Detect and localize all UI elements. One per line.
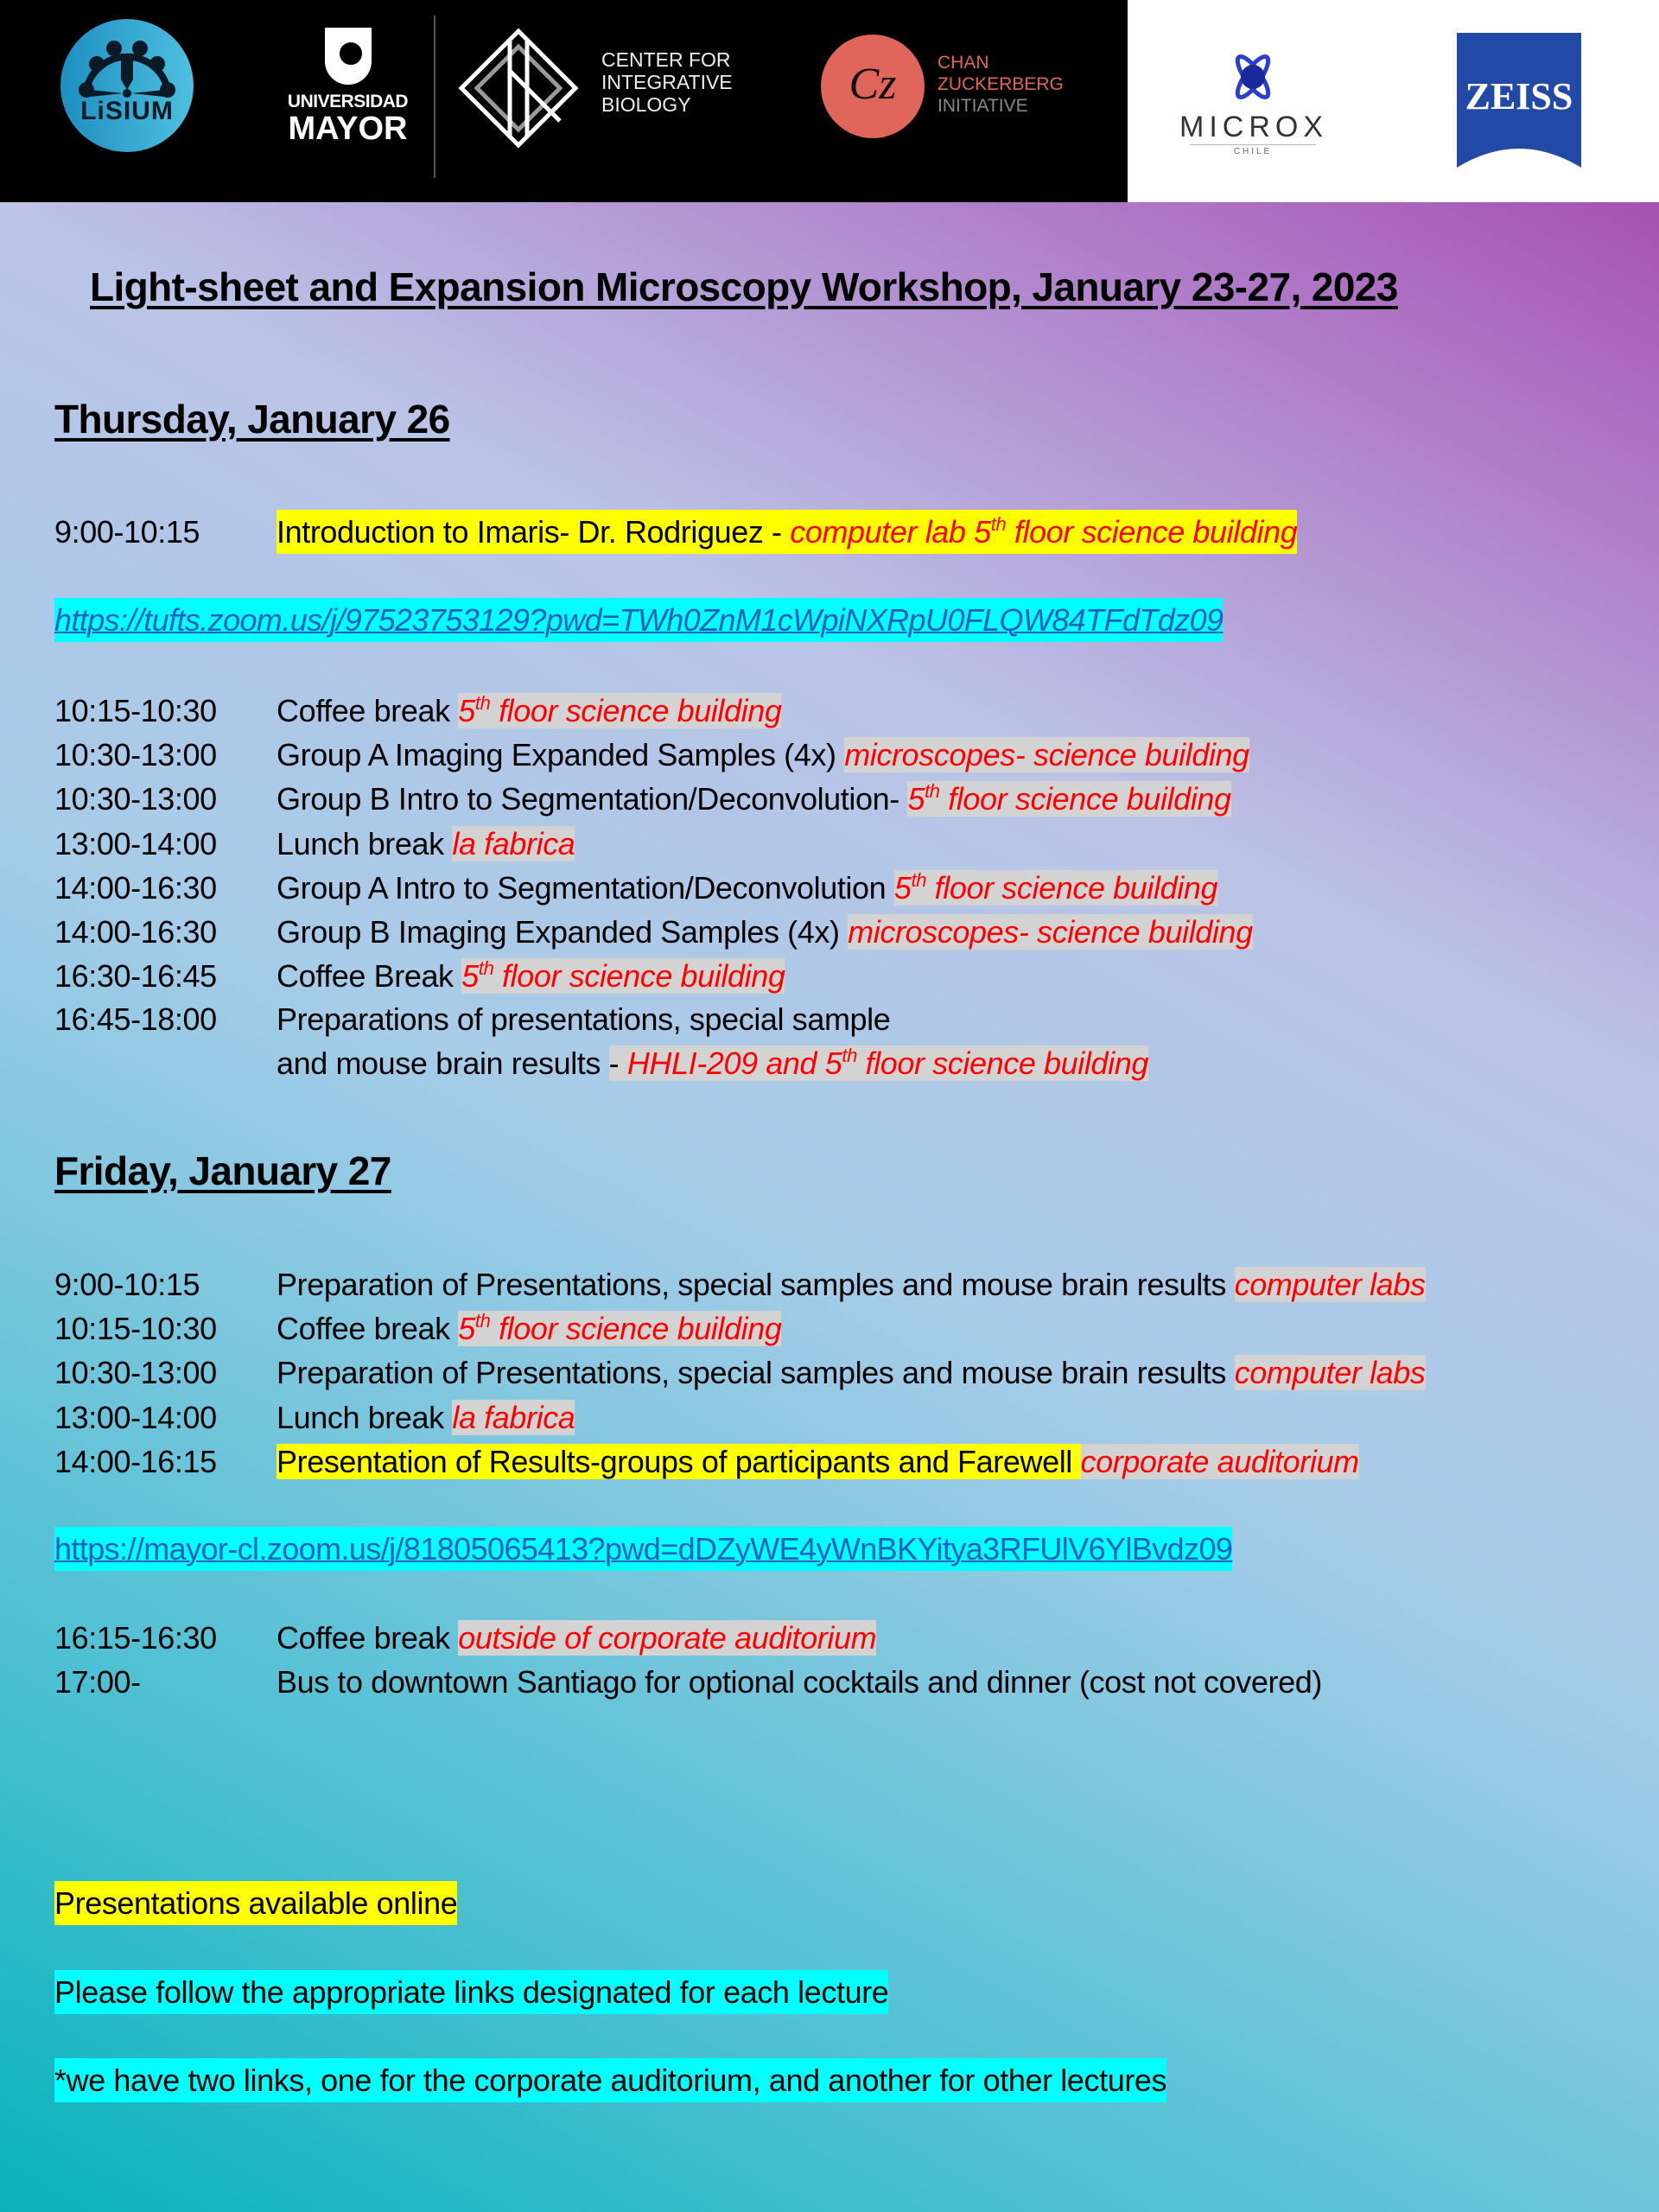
location-part: 5: [907, 781, 925, 817]
schedule-time: 14:00-16:30: [54, 914, 217, 950]
schedule-description: [276, 1041, 1148, 1085]
day-heading-friday: Friday, January 27: [54, 1148, 391, 1193]
description-text: Presentation of Results-groups of participants and Farewell: [276, 1443, 1081, 1479]
location-highlight: [609, 1046, 1148, 1081]
description-text: Coffee break: [276, 693, 459, 728]
schedule-time: 13:00-14:00: [54, 1399, 217, 1435]
schedule-description: [276, 1440, 1359, 1484]
location-part: floor science building: [1006, 514, 1298, 550]
location-part: floor science building: [939, 781, 1231, 817]
schedule-time: 10:15-10:30: [54, 693, 217, 728]
location-text: [461, 958, 785, 994]
location-text: [458, 693, 781, 728]
location-part: 5: [893, 869, 912, 906]
lisium-wordmark: LiSIUM: [80, 97, 174, 125]
atom-icon: [1228, 50, 1278, 104]
location-part: computer lab 5: [790, 514, 991, 550]
umayor-line2: MAYOR: [288, 111, 408, 147]
shield-icon: [325, 28, 372, 85]
location-text: computer labs: [1234, 1267, 1426, 1302]
cib-line: INTEGRATIVE: [601, 71, 733, 93]
schedule-description: [276, 866, 1217, 910]
czi-mark-text: Cz: [849, 60, 897, 109]
schedule-time: 14:00-16:30: [54, 869, 217, 906]
czi-logo-mark: [821, 35, 925, 138]
description-text: Coffee Break: [276, 958, 462, 995]
description-text: Preparation of Presentations, special samples and mouse brain results: [276, 1267, 1235, 1302]
schedule-description: [276, 1660, 1322, 1704]
schedule-time: 16:45-18:00: [54, 1001, 217, 1037]
location-text: [458, 1311, 781, 1346]
location-part: floor science building: [490, 693, 782, 728]
schedule-time: 10:30-13:00: [54, 737, 217, 773]
location-part: floor science building: [493, 958, 785, 995]
description-text: Group A Intro to Segmentation/Deconvolution: [276, 869, 894, 906]
location-part: microscopes- science building: [844, 737, 1249, 773]
logo-banner: [0, 0, 1659, 202]
schedule-time: 13:00-14:00: [54, 825, 217, 861]
cib-wordmark: [601, 48, 733, 116]
location-text: [894, 870, 1217, 906]
schedule-time: 10:30-13:00: [54, 781, 217, 817]
czi-line: CHAN: [938, 53, 989, 73]
location-part: HHLI-209 and 5: [626, 1046, 842, 1081]
cib-line: BIOLOGY: [601, 93, 691, 116]
schedule-description: [276, 1351, 1426, 1395]
zoom-link-tufts[interactable]: https://tufts.zoom.us/j/97523753129?pwd=TWh0ZnM1cWpiNXRpU0FLQW84TFdTdz09: [54, 598, 1223, 642]
czi-line: INITIATIVE: [938, 96, 1028, 116]
schedule-description: [276, 910, 1253, 954]
czi-line: ZUCKERBERG: [938, 74, 1064, 94]
lisium-logo: [60, 19, 194, 152]
location-text: corporate auditorium: [1080, 1443, 1359, 1479]
schedule-description: [276, 822, 575, 866]
location-text: [907, 781, 1230, 817]
location-text: la fabrica: [452, 1399, 575, 1435]
description-text: Bus to downtown Santiago for optional cocktails and dinner (cost not covered): [276, 1664, 1322, 1700]
schedule-time: 10:15-10:30: [54, 1311, 217, 1347]
location-dash: -: [608, 1046, 627, 1081]
schedule-description: [276, 1616, 876, 1660]
description-text: Lunch break: [276, 1399, 453, 1435]
location-part: 5: [458, 1311, 475, 1347]
description-text: Lunch break: [276, 825, 453, 861]
schedule-description: [276, 777, 1231, 821]
schedule-time: 10:30-13:00: [54, 1355, 217, 1391]
schedule-time: 16:15-16:30: [54, 1620, 217, 1656]
location-text: [627, 1046, 1148, 1081]
umayor-line1: UNIVERSIDAD: [287, 92, 409, 111]
schedule-description: [276, 733, 1249, 777]
location-part: 5: [458, 693, 475, 728]
location-text: [848, 914, 1253, 950]
description-text: Introduction to Imaris- Dr. Rodriguez -: [276, 514, 791, 550]
description-text: Coffee break: [276, 1311, 459, 1347]
schedule-description: [276, 510, 1297, 554]
universidad-mayor-logo: [285, 28, 410, 157]
schedule-description: [276, 1306, 781, 1351]
location-superscript: th: [474, 692, 491, 714]
location-text: [452, 826, 575, 861]
location-superscript: th: [990, 513, 1007, 535]
location-text: [790, 514, 1297, 550]
schedule-time: 16:30-16:45: [54, 958, 217, 995]
location-superscript: th: [925, 780, 940, 803]
schedule-description: [276, 689, 781, 733]
description-text: Preparation of Presentations, special samples and mouse brain results: [276, 1355, 1235, 1391]
location-text: computer labs: [1234, 1355, 1426, 1391]
microscope-icon: [60, 19, 194, 152]
location-superscript: th: [842, 1045, 857, 1066]
cib-diamond-icon: [458, 28, 579, 149]
location-part: microscopes- science building: [848, 914, 1253, 950]
page-title: Light-sheet and Expansion Microscopy Workshop, January 23-27, 2023: [90, 264, 1398, 309]
schedule-time: 14:00-16:15: [54, 1443, 217, 1479]
schedule-description: [276, 1262, 1426, 1306]
description-text: and mouse brain results: [276, 1046, 609, 1081]
location-text: [844, 737, 1249, 772]
description-text: Group A Imaging Expanded Samples (4x): [276, 737, 845, 773]
description-text: Group B Imaging Expanded Samples (4x): [276, 914, 849, 950]
location-part: floor science building: [490, 1311, 782, 1347]
zoom-link-mayor[interactable]: https://mayor-cl.zoom.us/j/81805065413?pwd=dDZyWE4yWnBKYitya3RFUlV6YlBvdz09: [54, 1527, 1232, 1571]
location-part: floor science building: [926, 869, 1218, 906]
czi-wordmark: [938, 52, 1064, 117]
schedule-time: 9:00-10:15: [54, 514, 200, 550]
microx-wordmark: MICROX: [1179, 111, 1328, 143]
description-text: Group B Intro to Segmentation/Deconvolution-: [276, 781, 908, 817]
location-superscript: th: [474, 1310, 491, 1332]
description-text: Coffee break: [276, 1620, 459, 1656]
location-part: 5: [461, 958, 479, 995]
note-presentations-online: Presentations available online: [54, 1881, 457, 1925]
location-superscript: th: [911, 868, 927, 891]
microx-subtitle: CHILE: [1190, 144, 1316, 156]
location-superscript: th: [478, 957, 494, 980]
schedule-description: Preparations of presentations, special sample: [276, 1001, 891, 1037]
schedule-time: 9:00-10:15: [54, 1267, 200, 1302]
location-part: floor science building: [856, 1046, 1148, 1081]
note-two-links: *we have two links, one for the corporate auditorium, and another for other lectures: [54, 2058, 1166, 2102]
schedule-time: 17:00-: [54, 1664, 141, 1700]
location-text: outside of corporate auditorium: [458, 1620, 877, 1656]
note-follow-links: Please follow the appropriate links designated for each lecture: [54, 1970, 888, 2014]
logo-divider: [434, 16, 435, 178]
cib-line: CENTER FOR: [601, 48, 731, 71]
zeiss-wordmark: ZEISS: [1465, 75, 1573, 118]
schedule-description: [276, 954, 785, 998]
day-heading-thursday: Thursday, January 26: [54, 397, 450, 442]
schedule-description: [276, 1395, 575, 1440]
microx-logo: [1179, 50, 1326, 156]
location-part: la fabrica: [452, 825, 575, 861]
zeiss-logo: [1457, 33, 1581, 168]
